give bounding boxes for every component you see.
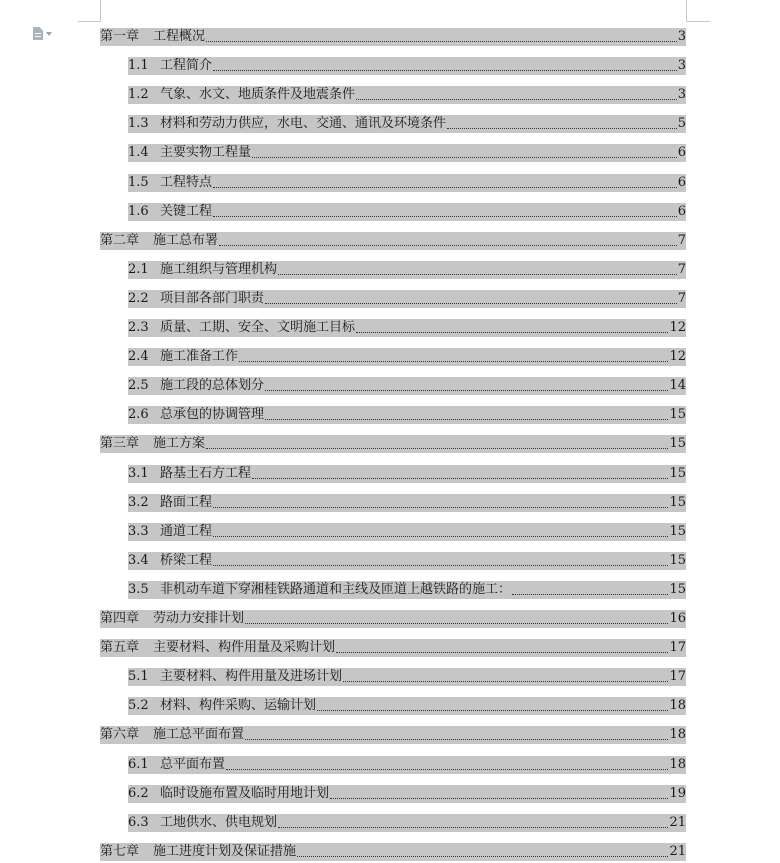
toc-dot-leader: [252, 478, 668, 479]
toc-entry-page-number: 3: [677, 87, 686, 103]
toc-dot-leader: [297, 856, 668, 857]
toc-entry-title: 非机动车道下穿湘桂铁路通道和主线及匝道上越铁路的施工：: [160, 581, 512, 597]
toc-entry-number: 6.3: [128, 814, 149, 830]
toc-entry-section[interactable]: [128, 57, 686, 75]
toc-dot-leader: [213, 507, 668, 508]
toc-entry-page-number: 19: [669, 785, 686, 801]
toc-entry-number: 5.1: [128, 669, 149, 685]
toc-dot-leader: [206, 41, 677, 42]
margin-mark-left-horizontal: [78, 21, 100, 22]
toc-entry-page-number: 15: [669, 523, 686, 539]
toc-entry-chapter[interactable]: [100, 843, 686, 861]
toc-dot-leader: [278, 274, 677, 275]
toc-entry-number: 第一章: [100, 29, 140, 44]
toc-entry-title: 关键工程: [160, 203, 213, 219]
document-icon: [33, 27, 43, 40]
toc-entry-number: 6.2: [128, 785, 149, 801]
toc-entry-number: 3.5: [128, 581, 149, 597]
toc-entry-section[interactable]: [128, 668, 686, 686]
toc-entry-chapter[interactable]: [100, 28, 686, 46]
toc-entry-chapter[interactable]: [100, 610, 686, 628]
toc-dot-leader: [317, 710, 668, 711]
toc-entry-section[interactable]: [128, 144, 686, 162]
toc-entry-section[interactable]: [128, 785, 686, 803]
toc-entry-number: 第六章: [100, 727, 140, 743]
toc-entry-page-number: 15: [669, 436, 686, 452]
toc-entry-page-number: 17: [669, 669, 686, 685]
toc-entry-section[interactable]: [128, 377, 686, 395]
toc-entry-section[interactable]: [128, 697, 686, 715]
toc-entry-section[interactable]: [128, 406, 686, 424]
toc-entry-number: 1.1: [128, 58, 149, 74]
toc-entry-title: 施工进度计划及保证措施: [153, 843, 297, 859]
toc-entry-number: 2.5: [128, 378, 149, 394]
toc-dot-leader: [356, 99, 677, 100]
toc-entry-page-number: 5: [677, 116, 686, 132]
toc-dot-leader: [213, 187, 677, 188]
toc-dot-leader: [356, 332, 668, 333]
toc-entry-number: 5.2: [128, 698, 149, 714]
toc-entry-number: 2.2: [128, 290, 149, 306]
toc-entry-title: 工地供水、供电规划: [160, 814, 278, 830]
toc-dot-leader: [206, 448, 668, 449]
toc-entry-page-number: 16: [669, 611, 686, 626]
toc-entry-page-number: 15: [669, 581, 686, 597]
toc-entry-page-number: 15: [669, 465, 686, 481]
toc-entry-title: 桥梁工程: [160, 552, 213, 568]
toc-entry-page-number: 6: [677, 145, 686, 161]
toc-dot-leader: [252, 157, 677, 158]
toc-entry-number: 2.6: [128, 407, 149, 423]
toc-entry-page-number: 18: [669, 756, 686, 772]
toc-entry-chapter[interactable]: [100, 726, 686, 744]
margin-mark-left-vertical: [100, 0, 101, 22]
toc-dot-leader: [213, 70, 677, 71]
toc-entry-title: 施工准备工作: [160, 349, 239, 365]
toc-entry-page-number: 7: [677, 261, 686, 277]
toc-entry-number: 1.4: [128, 145, 149, 161]
toc-dot-leader: [265, 419, 668, 420]
toc-entry-title: 路基土石方工程: [160, 465, 252, 481]
toc-dot-leader: [239, 361, 668, 362]
toc-dot-leader: [330, 798, 668, 799]
toc-entry-title: 材料和劳动力供应，水电、交通、通讯及环境条件: [160, 116, 447, 132]
toc-entry-section[interactable]: [128, 552, 686, 570]
toc-entry-section[interactable]: [128, 174, 686, 192]
toc-entry-number: 6.1: [128, 756, 149, 772]
toc-entry-section[interactable]: [128, 290, 686, 308]
toc-entry-page-number: 14: [669, 378, 686, 394]
toc-entry-chapter[interactable]: [100, 435, 686, 453]
toc-dot-leader: [245, 739, 668, 740]
toc-entry-number: 1.3: [128, 116, 149, 132]
toc-entry-number: 3.4: [128, 552, 149, 568]
toc-entry-number: 第二章: [100, 232, 140, 248]
paragraph-options-button[interactable]: [33, 27, 52, 40]
toc-entry-section[interactable]: [128, 465, 686, 483]
toc-entry-page-number: 15: [669, 552, 686, 568]
toc-entry-title: 工程特点: [160, 174, 213, 190]
toc-entry-number: 2.3: [128, 320, 149, 335]
toc-dot-leader: [278, 827, 668, 828]
toc-dot-leader: [219, 245, 677, 246]
toc-entry-page-number: 18: [669, 698, 686, 714]
margin-mark-right-vertical: [686, 0, 687, 22]
toc-entry-title: 材料、构件采购、运输计划: [160, 698, 317, 714]
toc-entry-title: 工程概况: [153, 29, 206, 44]
toc-entry-page-number: 3: [677, 58, 686, 74]
toc-entry-page-number: 18: [669, 727, 686, 743]
toc-entry-number: 3.2: [128, 494, 149, 510]
toc-entry-chapter[interactable]: [100, 639, 686, 657]
toc-entry-page-number: 21: [669, 843, 686, 859]
toc-entry-section[interactable]: [128, 814, 686, 832]
toc-entry-number: 1.2: [128, 87, 149, 103]
toc-entry-page-number: 21: [669, 814, 686, 830]
toc-entry-section[interactable]: [128, 319, 686, 337]
toc-entry-number: 第四章: [100, 611, 140, 626]
toc-entry-title: 路面工程: [160, 494, 213, 510]
toc-entry-number: 1.6: [128, 203, 149, 219]
toc-entry-number: 第五章: [100, 640, 140, 656]
toc-entry-chapter[interactable]: [100, 232, 686, 250]
toc-entry-number: 3.3: [128, 523, 149, 539]
toc-dot-leader: [265, 303, 677, 304]
toc-entry-section[interactable]: [128, 494, 686, 512]
toc-entry-number: 第三章: [100, 436, 140, 452]
toc-entry-section[interactable]: [128, 86, 686, 104]
toc-entry-title: 质量、工期、安全、文明施工目标: [160, 320, 356, 335]
toc-dot-leader: [213, 216, 677, 217]
toc-dot-leader: [245, 623, 668, 624]
margin-mark-right-horizontal: [686, 21, 710, 22]
toc-entry-page-number: 15: [669, 494, 686, 510]
toc-entry-title: 主要材料、构件用量及进场计划: [160, 669, 343, 685]
toc-entry-title: 施工方案: [153, 436, 206, 452]
toc-entry-number: 1.5: [128, 174, 149, 190]
toc-entry-title: 总承包的协调管理: [160, 407, 265, 423]
toc-dot-leader: [336, 652, 668, 653]
toc-entry-section[interactable]: [128, 523, 686, 541]
toc-entry-page-number: 7: [677, 290, 686, 306]
toc-entry-title: 施工总平面布置: [153, 727, 245, 743]
toc-entry-title: 气象、水文、地质条件及地震条件: [160, 87, 356, 103]
toc-entry-section[interactable]: [128, 261, 686, 279]
toc-entry-section[interactable]: [128, 203, 686, 221]
toc-entry-page-number: 3: [677, 29, 686, 44]
toc-dot-leader: [265, 390, 668, 391]
toc-entry-page-number: 15: [669, 407, 686, 423]
toc-dot-leader: [447, 128, 677, 129]
toc-entry-title: 主要材料、构件用量及采购计划: [153, 640, 336, 656]
toc-entry-page-number: 12: [669, 320, 686, 335]
toc-entry-page-number: 17: [669, 640, 686, 656]
toc-entry-title: 总平面布置: [160, 756, 226, 772]
toc-entry-title: 临时设施布置及临时用地计划: [160, 785, 330, 801]
toc-entry-number: 第七章: [100, 843, 140, 859]
toc-entry-section[interactable]: [128, 115, 686, 133]
toc-entry-title: 施工组织与管理机构: [160, 261, 278, 277]
toc-entry-title: 施工段的总体划分: [160, 378, 265, 394]
toc-entry-title: 工程简介: [160, 58, 213, 74]
caret-down-icon: [46, 32, 52, 36]
toc-entry-number: 2.4: [128, 349, 149, 365]
toc-dot-leader: [512, 594, 668, 595]
toc-entry-title: 施工总布署: [153, 232, 219, 248]
toc-entry-section[interactable]: [128, 756, 686, 774]
toc-entry-page-number: 12: [669, 349, 686, 365]
toc-entry-title: 通道工程: [160, 523, 213, 539]
toc-entry-section[interactable]: [128, 348, 686, 366]
toc-entry-number: 3.1: [128, 465, 149, 481]
toc-entry-number: 2.1: [128, 261, 149, 277]
toc-entry-page-number: 7: [677, 232, 686, 248]
toc-dot-leader: [213, 536, 668, 537]
toc-dot-leader: [226, 769, 668, 770]
toc-entry-page-number: 6: [677, 174, 686, 190]
toc-dot-leader: [343, 681, 668, 682]
toc-dot-leader: [213, 565, 668, 566]
toc-entry-section[interactable]: [128, 581, 686, 599]
toc-entry-title: 劳动力安排计划: [153, 611, 245, 626]
toc-entry-title: 主要实物工程量: [160, 145, 252, 161]
toc-entry-page-number: 6: [677, 203, 686, 219]
toc-entry-title: 项目部各部门职责: [160, 290, 265, 306]
